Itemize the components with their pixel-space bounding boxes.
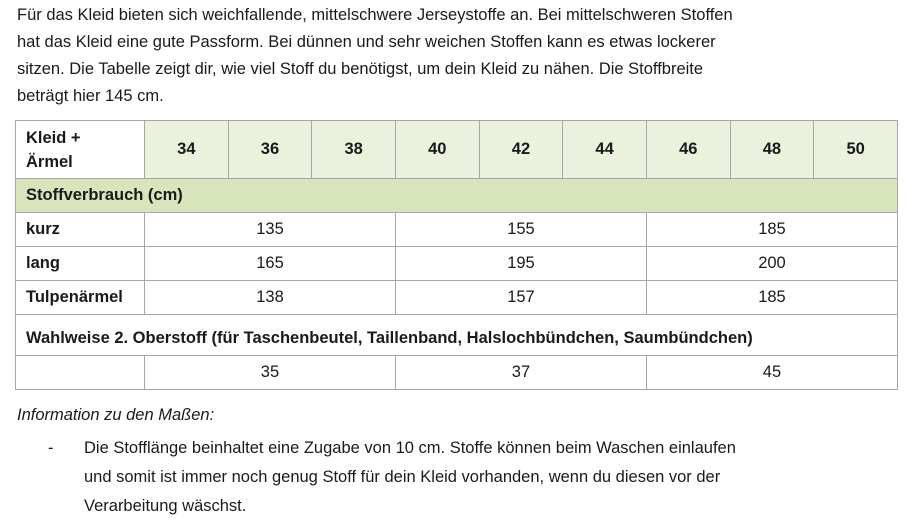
size-header-label-line1: Kleid + (26, 128, 81, 147)
row-value: 200 (646, 247, 897, 281)
row-label: lang (16, 247, 145, 281)
size-header-label-line2: Ärmel (26, 152, 73, 171)
size-cell: 48 (730, 121, 814, 179)
table-row (16, 213, 898, 247)
section-title: Stoffverbrauch (cm) (16, 179, 898, 213)
fabric-consumption-table (15, 120, 898, 390)
bullet-marker: - (48, 439, 54, 457)
row-value: 35 (145, 356, 396, 390)
size-cell: 36 (228, 121, 312, 179)
row-label: kurz (16, 213, 145, 247)
row-label: Tulpenärmel (16, 281, 145, 315)
row-value: 195 (395, 247, 646, 281)
row-label-empty (16, 356, 145, 390)
size-cell: 50 (814, 121, 898, 179)
wahlweise-title: Wahlweise 2. Oberstoff (für Taschenbeutel, Taillenband, Halslochbündchen, Saumbündchen) (16, 321, 898, 356)
table-row (16, 247, 898, 281)
intro-line: hat das Kleid eine gute Passform. Bei dünnen und sehr weichen Stoffen kann es etwas lockerer (17, 33, 716, 51)
size-cell: 34 (145, 121, 229, 179)
table-row (16, 281, 898, 315)
row-value: 37 (395, 356, 646, 390)
row-value: 138 (145, 281, 396, 315)
bullet-line: Verarbeitung wäschst. (84, 497, 247, 515)
row-value: 135 (145, 213, 396, 247)
row-value: 185 (646, 281, 897, 315)
row-value: 185 (646, 213, 897, 247)
wahlweise-title-row (16, 321, 898, 356)
size-cell: 40 (395, 121, 479, 179)
intro-line: Für das Kleid bieten sich weichfallende, mittelschwere Jerseystoffe an. Bei mittelschweren Stoffen (17, 6, 733, 24)
row-value: 165 (145, 247, 396, 281)
bullet-line: und somit ist immer noch genug Stoff für dein Kleid vorhanden, wenn du diesen vor der (84, 468, 721, 486)
size-header-row (16, 121, 898, 179)
intro-line: beträgt hier 145 cm. (17, 87, 164, 105)
table-row (16, 356, 898, 390)
info-title: Information zu den Maßen: (17, 406, 215, 424)
row-value: 45 (646, 356, 897, 390)
intro-paragraph (17, 2, 897, 110)
row-value: 157 (395, 281, 646, 315)
size-header-label (16, 121, 145, 179)
size-cell: 42 (479, 121, 563, 179)
bullet-line: Die Stofflänge beinhaltet eine Zugabe von 10 cm. Stoffe können beim Waschen einlaufen (84, 439, 736, 457)
row-value: 155 (395, 213, 646, 247)
size-cell: 38 (312, 121, 396, 179)
size-cell: 46 (646, 121, 730, 179)
size-cell: 44 (563, 121, 647, 179)
section-row (16, 179, 898, 213)
intro-line: sitzen. Die Tabelle zeigt dir, wie viel Stoff du benötigst, um dein Kleid zu nähen. Die Stoffbreite (17, 60, 704, 78)
info-bullet-text (84, 434, 874, 521)
